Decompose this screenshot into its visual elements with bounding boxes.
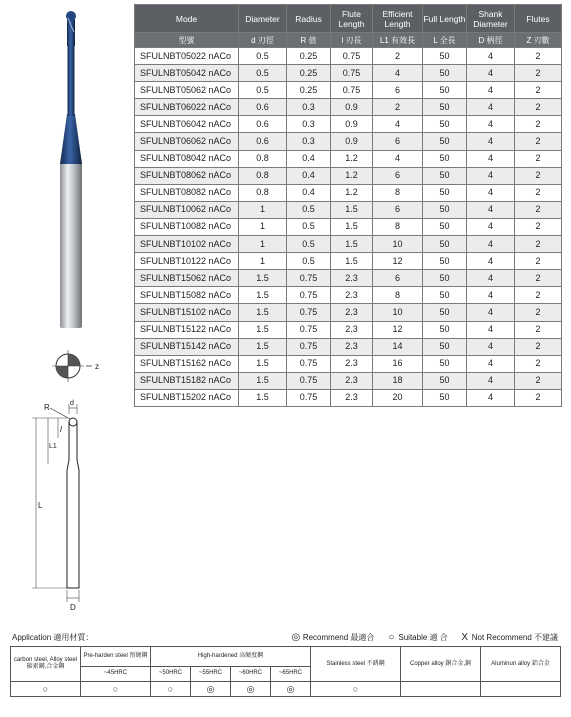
legend-not-recommend-text: Not Recommend 不建議 (471, 633, 558, 642)
spec-cell: 0.5 (239, 65, 287, 82)
spec-cell: 2.3 (331, 389, 373, 406)
spec-cell: 2.3 (331, 287, 373, 304)
spec-cell: 1.5 (239, 270, 287, 287)
spec-cell: 2.3 (331, 304, 373, 321)
model-cell: SFULNBT15102 nACo (135, 304, 239, 321)
rating-hrc60: ◎ (231, 682, 271, 697)
spec-cell: 0.75 (331, 65, 373, 82)
hardness-60: ~60HRC (231, 666, 271, 681)
spec-cell: 2 (515, 99, 562, 116)
spec-cell: 2.3 (331, 270, 373, 287)
spec-cell: 4 (467, 184, 515, 201)
spec-cell: 0.4 (287, 167, 331, 184)
table-row (135, 236, 562, 253)
dimension-drawing (28, 398, 108, 614)
spec-cell: 16 (373, 355, 423, 372)
table-row (135, 253, 562, 270)
spec-cell: 0.6 (239, 99, 287, 116)
spec-cell: 0.4 (287, 150, 331, 167)
col-subheader-full-length: L 全長 (423, 33, 467, 48)
spec-cell: 2 (515, 304, 562, 321)
spec-cell: 0.9 (331, 133, 373, 150)
spec-cell: 2 (515, 218, 562, 235)
model-cell: SFULNBT10122 nACo (135, 253, 239, 270)
rating-aluminum (481, 682, 561, 697)
material-carbon-steel: carbon steel, Alloy steel 碳素鋼,合金鋼 (11, 647, 81, 682)
spec-cell: 50 (423, 321, 467, 338)
spec-cell: 4 (467, 150, 515, 167)
spec-cell: 50 (423, 389, 467, 406)
model-cell: SFULNBT06062 nACo (135, 133, 239, 150)
spec-cell: 0.8 (239, 167, 287, 184)
application-title: Application 適用材質： (12, 633, 94, 642)
application-header (10, 630, 560, 644)
spec-cell: 4 (467, 236, 515, 253)
rating-hrc65: ◎ (271, 682, 311, 697)
spec-cell: 2 (515, 116, 562, 133)
spec-cell: 0.4 (287, 184, 331, 201)
spec-cell: 2 (515, 150, 562, 167)
spec-cell: 0.8 (239, 184, 287, 201)
spec-cell: 10 (373, 236, 423, 253)
material-stainless: Stainless steel 不銹鋼 (311, 647, 401, 682)
spec-cell: 2 (515, 236, 562, 253)
col-subheader-shank-diameter: D 柄徑 (467, 33, 515, 48)
spec-cell: 0.75 (287, 372, 331, 389)
table-row (135, 304, 562, 321)
spec-cell: 2.3 (331, 355, 373, 372)
spec-cell: 0.25 (287, 48, 331, 65)
spec-cell: 2.3 (331, 321, 373, 338)
spec-cell: 1.5 (239, 372, 287, 389)
table-row (135, 133, 562, 150)
spec-cell: 50 (423, 218, 467, 235)
full-length-label: L (38, 501, 43, 510)
material-copper: Copper alloy 銅合金,銅 (401, 647, 481, 682)
model-cell: SFULNBT08062 nACo (135, 167, 239, 184)
spec-cell: 50 (423, 270, 467, 287)
spec-cell: 8 (373, 184, 423, 201)
spec-cell: 2 (515, 338, 562, 355)
end-mill-photo (40, 2, 100, 332)
spec-cell: 1.5 (239, 389, 287, 406)
legend-recommend-text: Recommend 最適合 (302, 633, 375, 642)
spec-cell: 0.75 (287, 270, 331, 287)
col-subheader-flutes: Z 刃數 (515, 33, 562, 48)
spec-cell: 8 (373, 287, 423, 304)
spec-cell: 4 (467, 201, 515, 218)
spec-cell: 18 (373, 372, 423, 389)
spec-cell: 4 (467, 65, 515, 82)
spec-cell: 6 (373, 167, 423, 184)
header-row (135, 5, 562, 33)
spec-cell: 2 (515, 65, 562, 82)
table-row (135, 167, 562, 184)
spec-cell: 0.5 (287, 236, 331, 253)
model-cell: SFULNBT15082 nACo (135, 287, 239, 304)
spec-cell: 1.2 (331, 167, 373, 184)
spec-cell: 0.3 (287, 116, 331, 133)
spec-cell: 2 (515, 133, 562, 150)
spec-cell: 4 (467, 321, 515, 338)
table-row (135, 321, 562, 338)
spec-cell: 0.6 (239, 116, 287, 133)
spec-cell: 6 (373, 270, 423, 287)
spec-table-body (135, 48, 562, 407)
spec-cell: 50 (423, 201, 467, 218)
spec-cell: 50 (423, 167, 467, 184)
efficient-length-label: L1 (49, 443, 57, 450)
table-row (135, 270, 562, 287)
spec-cell: 4 (467, 253, 515, 270)
table-row (135, 389, 562, 406)
spec-cell: 0.75 (287, 389, 331, 406)
model-cell: SFULNBT15122 nACo (135, 321, 239, 338)
spec-cell: 2 (515, 270, 562, 287)
table-row (135, 355, 562, 372)
model-cell: SFULNBT06022 nACo (135, 99, 239, 116)
spec-cell: 2 (515, 82, 562, 99)
spec-cell: 20 (373, 389, 423, 406)
col-header-efficient-length: Efficient Length (373, 5, 423, 33)
spec-cell: 0.75 (287, 287, 331, 304)
spec-cell: 4 (467, 218, 515, 235)
spec-cell: 14 (373, 338, 423, 355)
spec-cell: 4 (467, 304, 515, 321)
spec-cell: 1.5 (239, 355, 287, 372)
table-row (135, 372, 562, 389)
model-cell: SFULNBT10062 nACo (135, 201, 239, 218)
legend-suitable (386, 632, 447, 643)
spec-cell: 0.75 (331, 48, 373, 65)
spec-cell: 10 (373, 304, 423, 321)
subheader-row (135, 33, 562, 48)
col-header-shank-diameter: Shank Diameter (467, 5, 515, 33)
spec-cell: 2 (515, 287, 562, 304)
table-row (135, 116, 562, 133)
rating-stainless: ○ (311, 682, 401, 697)
spec-cell: 1.5 (331, 236, 373, 253)
spec-cell: 1.5 (239, 338, 287, 355)
table-row (135, 287, 562, 304)
col-subheader-radius: R 值 (287, 33, 331, 48)
col-header-full-length: Full Length (423, 5, 467, 33)
hardness-50: ~50HRC (151, 666, 191, 681)
table-row (135, 48, 562, 65)
model-cell: SFULNBT15202 nACo (135, 389, 239, 406)
spec-cell: 0.5 (287, 201, 331, 218)
col-header-mode: Mode (135, 5, 239, 33)
spec-cell: 2 (515, 389, 562, 406)
spec-cell: 4 (467, 270, 515, 287)
end-view-icon (52, 348, 112, 384)
spec-cell: 2 (515, 201, 562, 218)
table-row (135, 150, 562, 167)
spec-cell: 4 (467, 338, 515, 355)
spec-cell: 50 (423, 116, 467, 133)
spec-cell: 0.75 (287, 321, 331, 338)
spec-cell: 50 (423, 253, 467, 270)
model-cell: SFULNBT08042 nACo (135, 150, 239, 167)
spec-cell: 50 (423, 184, 467, 201)
spec-cell: 6 (373, 133, 423, 150)
spec-cell: 2 (515, 321, 562, 338)
spec-cell: 50 (423, 338, 467, 355)
spec-cell: 4 (373, 150, 423, 167)
spec-cell: 0.5 (239, 82, 287, 99)
spec-cell: 1.5 (239, 287, 287, 304)
spec-cell: 4 (373, 116, 423, 133)
spec-cell: 2 (515, 48, 562, 65)
spec-cell: 4 (467, 167, 515, 184)
spec-cell: 50 (423, 65, 467, 82)
rating-hrc55: ◎ (191, 682, 231, 697)
cross-icon: X (461, 631, 469, 643)
spec-cell: 2 (515, 167, 562, 184)
rating-legend (291, 632, 558, 643)
spec-cell: 12 (373, 253, 423, 270)
spec-cell: 50 (423, 150, 467, 167)
spec-cell: 6 (373, 201, 423, 218)
spec-cell: 2 (515, 372, 562, 389)
spec-cell: 0.75 (331, 82, 373, 99)
material-aluminum: Aluminun alloy 鋁合金 (481, 647, 561, 682)
spec-cell: 1.2 (331, 184, 373, 201)
material-pre-harden: Pre-harden steel 預硬鋼 (81, 647, 151, 667)
spec-cell: 2 (373, 99, 423, 116)
spec-cell: 1 (239, 218, 287, 235)
model-cell: SFULNBT15182 nACo (135, 372, 239, 389)
spec-cell: 2 (373, 48, 423, 65)
spec-cell: 4 (467, 116, 515, 133)
spec-cell: 0.75 (287, 338, 331, 355)
spec-cell: 4 (467, 287, 515, 304)
spec-cell: 4 (467, 99, 515, 116)
spec-cell: 0.5 (287, 218, 331, 235)
rating-pre-harden: ○ (81, 682, 151, 697)
double-circle-icon: ◎ (291, 631, 301, 643)
model-cell: SFULNBT05022 nACo (135, 48, 239, 65)
spec-cell: 0.9 (331, 116, 373, 133)
model-cell: SFULNBT10102 nACo (135, 236, 239, 253)
model-cell: SFULNBT15162 nACo (135, 355, 239, 372)
spec-cell: 1.5 (331, 253, 373, 270)
application-table (10, 646, 561, 697)
rating-carbon: ○ (11, 682, 81, 697)
legend-not-recommend (460, 632, 558, 643)
spec-cell: 0.6 (239, 133, 287, 150)
spec-cell: 50 (423, 304, 467, 321)
spec-cell: 50 (423, 372, 467, 389)
spec-cell: 0.5 (287, 253, 331, 270)
spec-cell: 50 (423, 287, 467, 304)
col-subheader-flute-length: l 刃長 (331, 33, 373, 48)
table-row (135, 218, 562, 235)
model-cell: SFULNBT05062 nACo (135, 82, 239, 99)
legend-recommend (291, 632, 375, 643)
spec-cell: 50 (423, 99, 467, 116)
spec-cell: 0.8 (239, 150, 287, 167)
spec-cell: 0.5 (239, 48, 287, 65)
spec-cell: 0.75 (287, 355, 331, 372)
spec-cell: 0.9 (331, 99, 373, 116)
spec-cell: 4 (467, 82, 515, 99)
col-header-flutes: Flutes (515, 5, 562, 33)
rating-copper (401, 682, 481, 697)
spec-cell: 0.25 (287, 82, 331, 99)
material-high-hardened: High-hardened 高硬度鋼 (151, 647, 311, 667)
spec-cell: 1 (239, 253, 287, 270)
spec-cell: 1.5 (331, 201, 373, 218)
table-row (135, 201, 562, 218)
circle-icon: ○ (388, 631, 395, 643)
table-row (135, 184, 562, 201)
col-subheader-efficient-length: L1 有效長 (373, 33, 423, 48)
model-cell: SFULNBT05042 nACo (135, 65, 239, 82)
spec-cell: 2 (515, 355, 562, 372)
table-row (135, 82, 562, 99)
spec-cell: 1.5 (239, 304, 287, 321)
spec-cell: 2.3 (331, 338, 373, 355)
spec-cell: 1.2 (331, 150, 373, 167)
spec-cell: 4 (467, 355, 515, 372)
col-header-diameter: Diameter (239, 5, 287, 33)
diameter-label: d (70, 400, 74, 407)
spec-cell: 50 (423, 48, 467, 65)
col-subheader-mode: 型號 (135, 33, 239, 48)
flute-length-label: l (60, 425, 62, 434)
legend-suitable-text: Suitable 適 合 (398, 633, 448, 642)
spec-cell: 50 (423, 236, 467, 253)
spec-cell: 6 (373, 82, 423, 99)
col-header-radius: Radius (287, 5, 331, 33)
shank-diameter-label: D (70, 603, 76, 612)
spec-cell: 4 (467, 389, 515, 406)
spec-cell: 1.5 (239, 321, 287, 338)
spec-cell: 12 (373, 321, 423, 338)
col-header-flute-length: Flute Length (331, 5, 373, 33)
hardness-45: ~45HRC (81, 666, 151, 681)
spec-cell: 4 (467, 48, 515, 65)
flute-count-label: z (95, 362, 99, 371)
spec-cell: 50 (423, 82, 467, 99)
spec-cell: 1.5 (331, 218, 373, 235)
spec-cell: 2 (515, 184, 562, 201)
hardness-55: ~55HRC (191, 666, 231, 681)
spec-cell: 1 (239, 201, 287, 218)
spec-cell: 50 (423, 133, 467, 150)
spec-cell: 4 (467, 372, 515, 389)
table-row (135, 65, 562, 82)
model-cell: SFULNBT06042 nACo (135, 116, 239, 133)
spec-cell: 0.3 (287, 133, 331, 150)
spec-cell: 0.3 (287, 99, 331, 116)
model-cell: SFULNBT15142 nACo (135, 338, 239, 355)
spec-cell: 8 (373, 218, 423, 235)
spec-cell: 0.25 (287, 65, 331, 82)
col-subheader-diameter: d 刃徑 (239, 33, 287, 48)
spec-cell: 4 (373, 65, 423, 82)
spec-cell: 50 (423, 355, 467, 372)
table-row (135, 99, 562, 116)
model-cell: SFULNBT10082 nACo (135, 218, 239, 235)
spec-table (134, 4, 562, 407)
rating-hrc50: ○ (151, 682, 191, 697)
hardness-65: ~65HRC (271, 666, 311, 681)
spec-cell: 2.3 (331, 372, 373, 389)
model-cell: SFULNBT08082 nACo (135, 184, 239, 201)
table-row (135, 338, 562, 355)
spec-cell: 0.75 (287, 304, 331, 321)
radius-label: R (44, 403, 50, 412)
spec-cell: 4 (467, 133, 515, 150)
spec-cell: 1 (239, 236, 287, 253)
spec-cell: 2 (515, 253, 562, 270)
model-cell: SFULNBT15062 nACo (135, 270, 239, 287)
